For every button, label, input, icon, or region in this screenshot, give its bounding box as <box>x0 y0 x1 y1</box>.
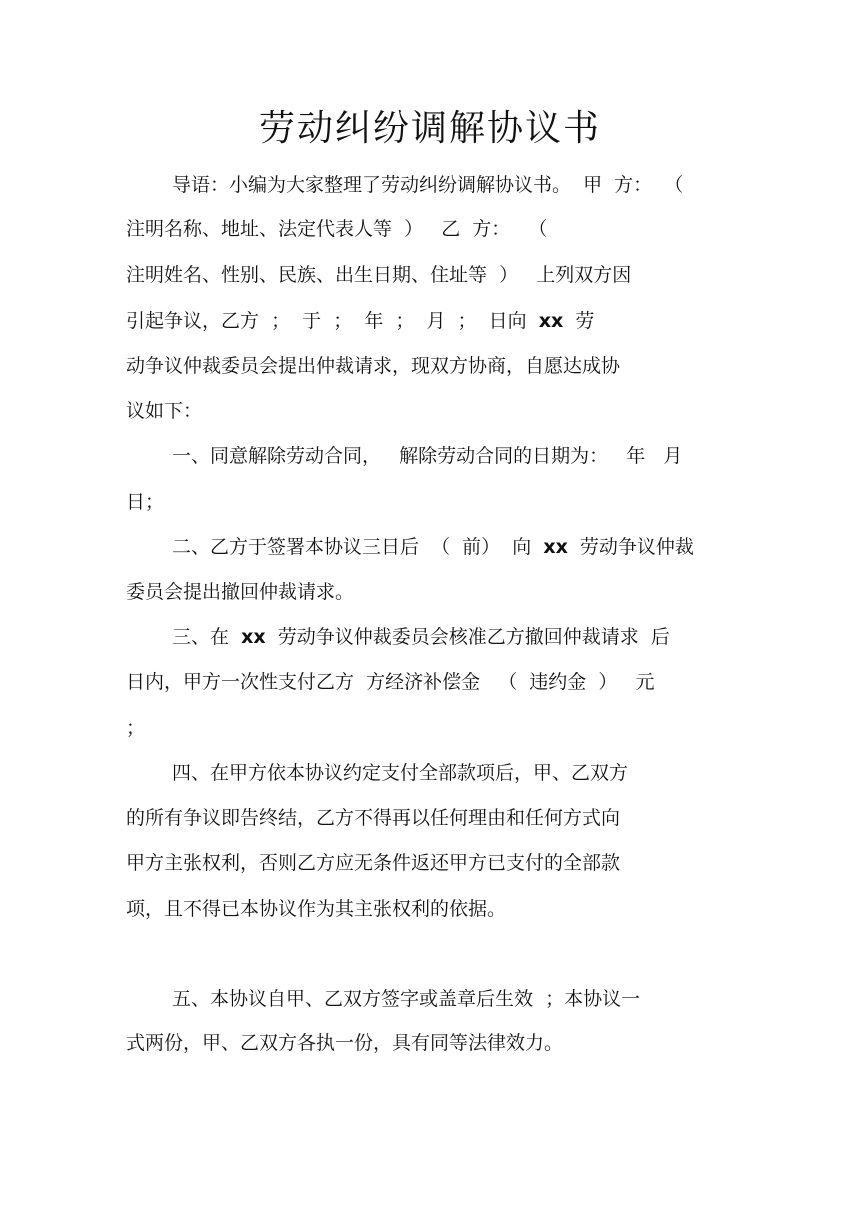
intro-line-1: 导语：小编为大家整理了劳动纠纷调解协议书。 甲 方： （ <box>172 174 684 196</box>
intro-line-4: 引起争议，乙方 ； 于 ； 年 ； 月 ； 日向 xx 劳 <box>126 310 595 332</box>
clause-4-line-1: 四、在甲方依本协议约定支付全部款项后，甲、乙双方 <box>172 762 629 784</box>
clause-1-line-1: 一、同意解除劳动合同， 解除劳动合同的日期为： 年 月 <box>172 445 683 467</box>
clause-3-line-1: 三、在 xx 劳动争议仲裁委员会核准乙方撤回仲裁请求 后 <box>172 626 670 648</box>
clause-4-line-2: 的所有争议即告终结，乙方不得再以任何理由和任何方式向 <box>126 807 621 829</box>
intro-line-6: 议如下： <box>126 400 203 422</box>
clause-5-line-2: 式两份，甲、乙双方各执一份，具有同等法律效力。 <box>126 1032 564 1054</box>
clause-2-line-1: 二、乙方于签署本协议三日后 （ 前） 向 xx 劳动争议仲裁 <box>172 536 694 558</box>
intro-line-2: 注明名称、地址、法定代表人等 ） 乙 方： （ <box>126 218 548 240</box>
intro-line-5: 动争议仲裁委员会提出仲裁请求，现双方协商，自愿达成协 <box>126 355 621 377</box>
clause-3-line-3: ； <box>126 717 146 739</box>
clause-1-line-2: 日； <box>126 491 165 513</box>
clause-3-line-2: 日内，甲方一次性支付乙方 方经济补偿金 （ 违约金 ） 元 <box>126 671 655 693</box>
document-title: 劳动纠纷调解协议书 <box>258 108 601 149</box>
clause-4-line-4: 项，且不得已本协议作为其主张权利的依据。 <box>126 898 507 920</box>
intro-line-3: 注明姓名、性别、民族、出生日期、住址等 ） 上列双方因 <box>126 264 632 286</box>
clause-4-line-3: 甲方主张权利，否则乙方应无条件返还甲方已支付的全部款 <box>126 852 621 874</box>
clause-5-line-1: 五、本协议自甲、乙双方签字或盖章后生效 ；本协议一 <box>172 988 641 1010</box>
clause-2-line-2: 委员会提出撤回仲裁请求。 <box>126 581 355 603</box>
